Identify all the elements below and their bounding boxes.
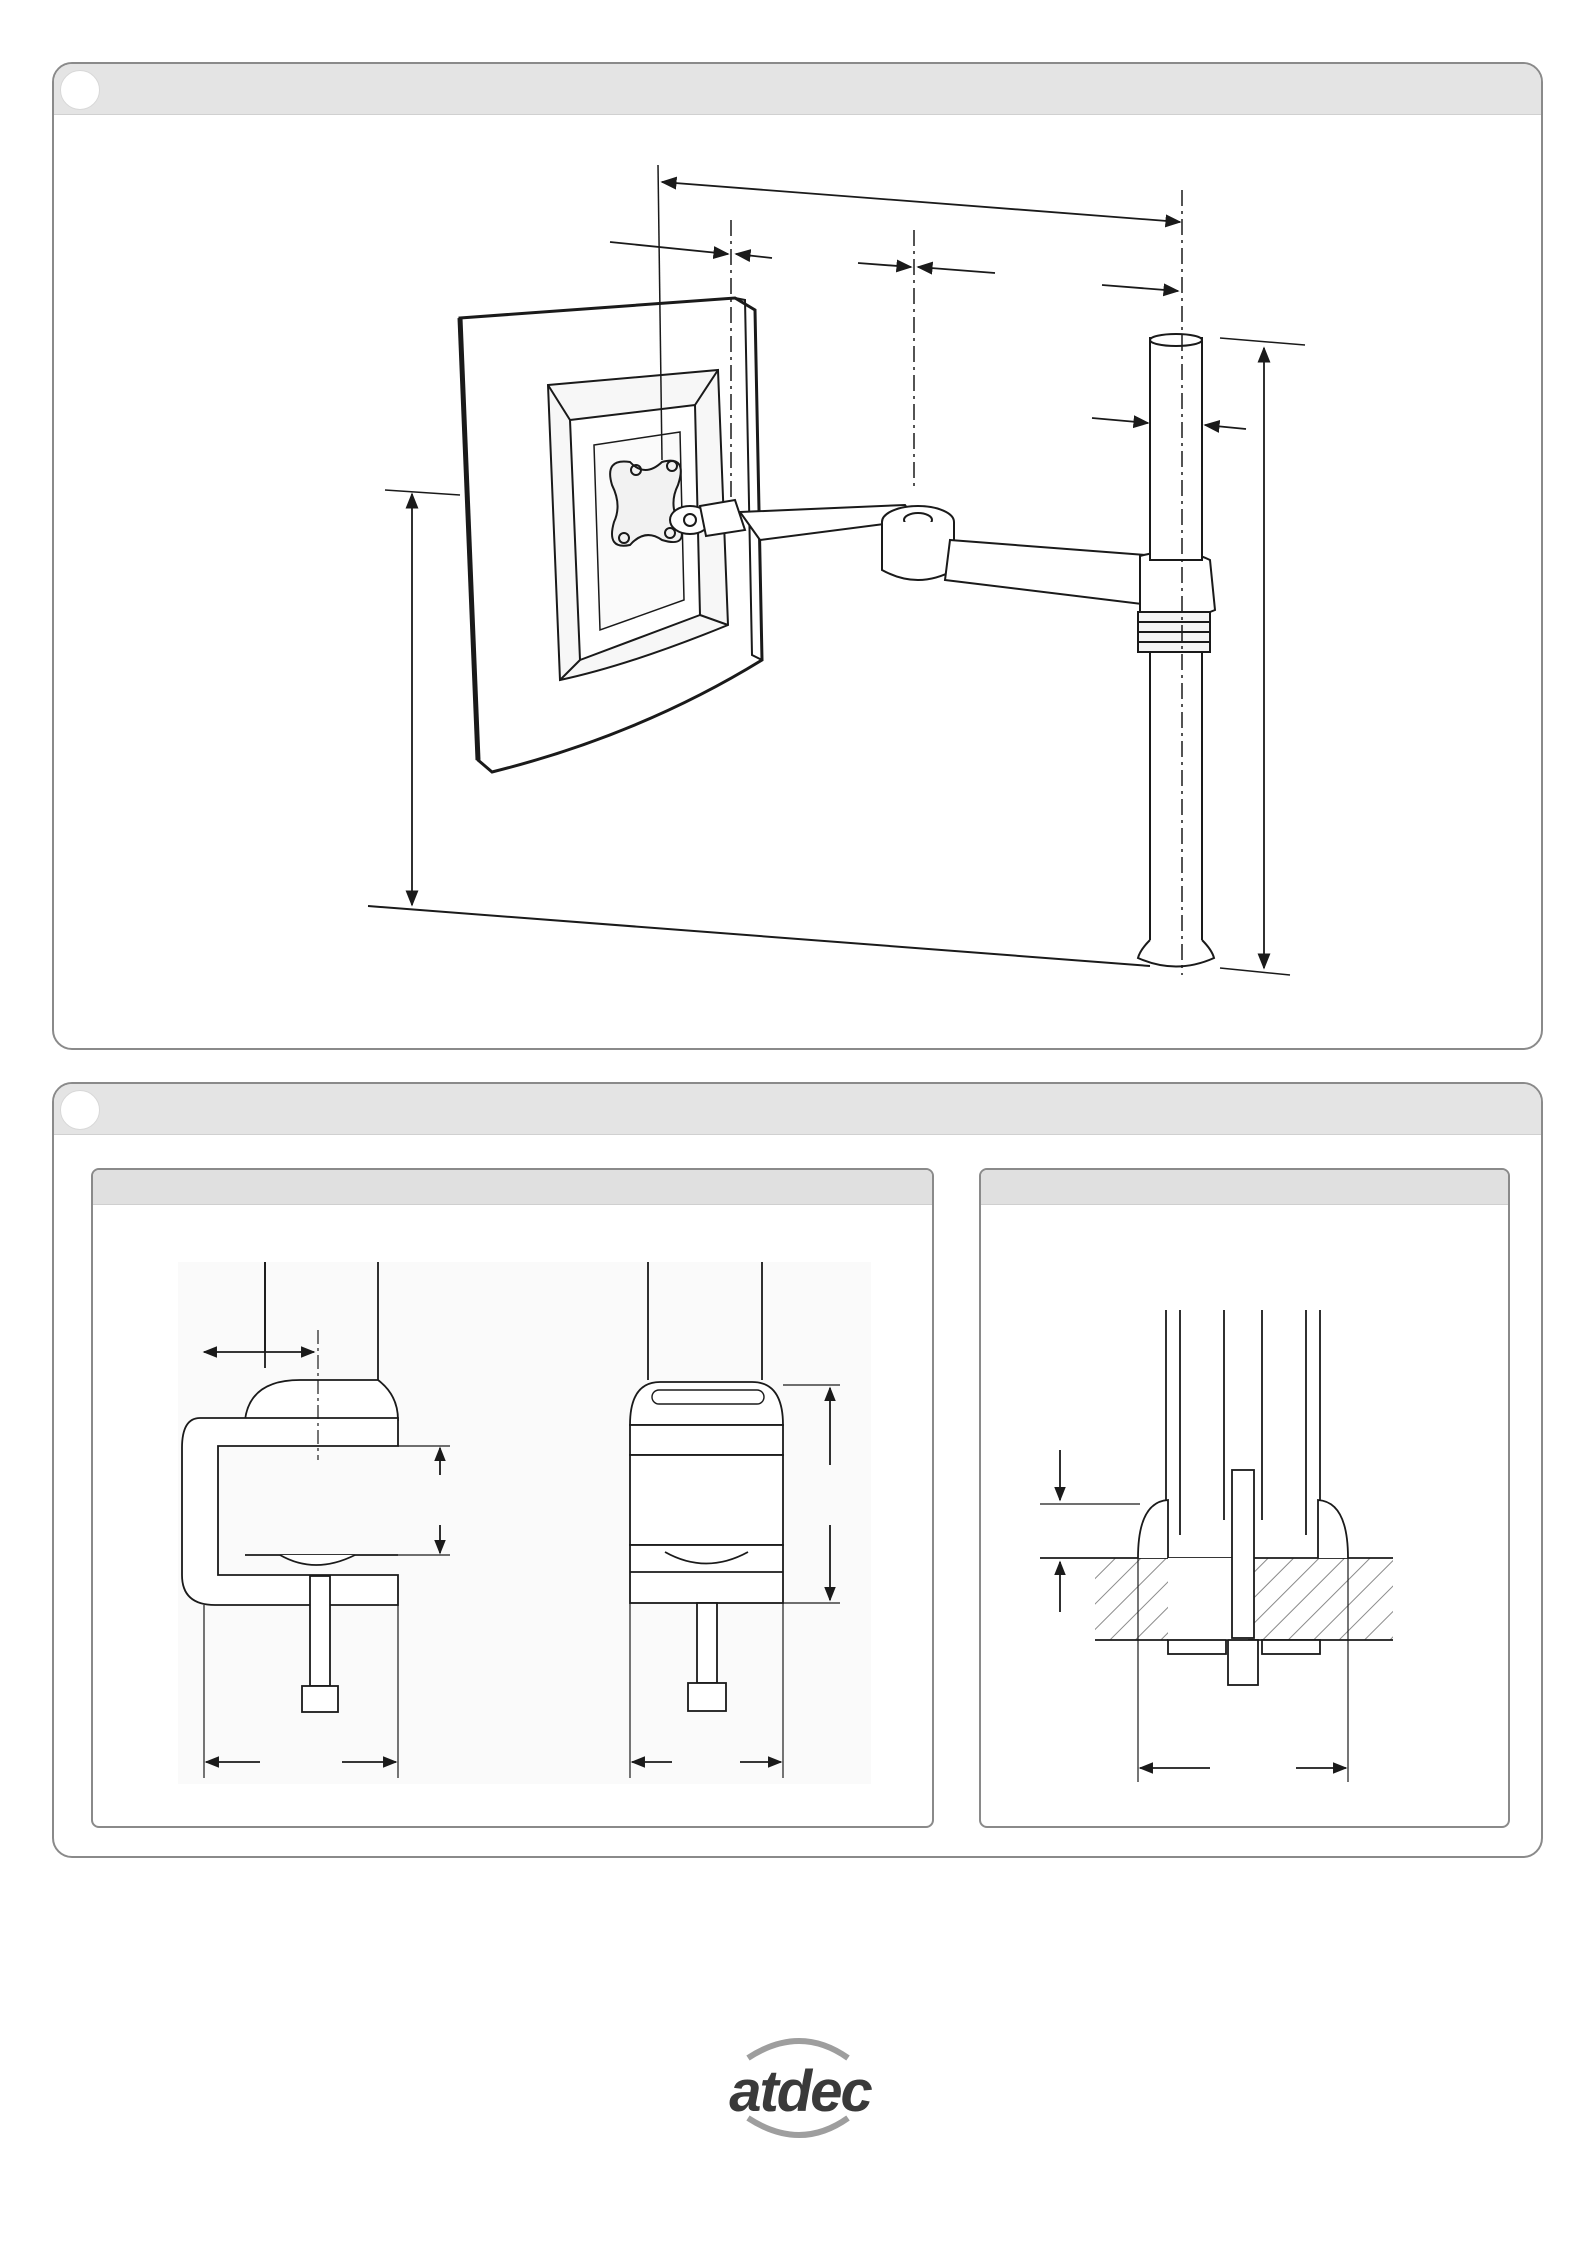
atdec-logo	[710, 2030, 890, 2140]
logo-wordmark: atdec	[729, 2059, 871, 2124]
grommet-cross-section	[1040, 1310, 1393, 1782]
